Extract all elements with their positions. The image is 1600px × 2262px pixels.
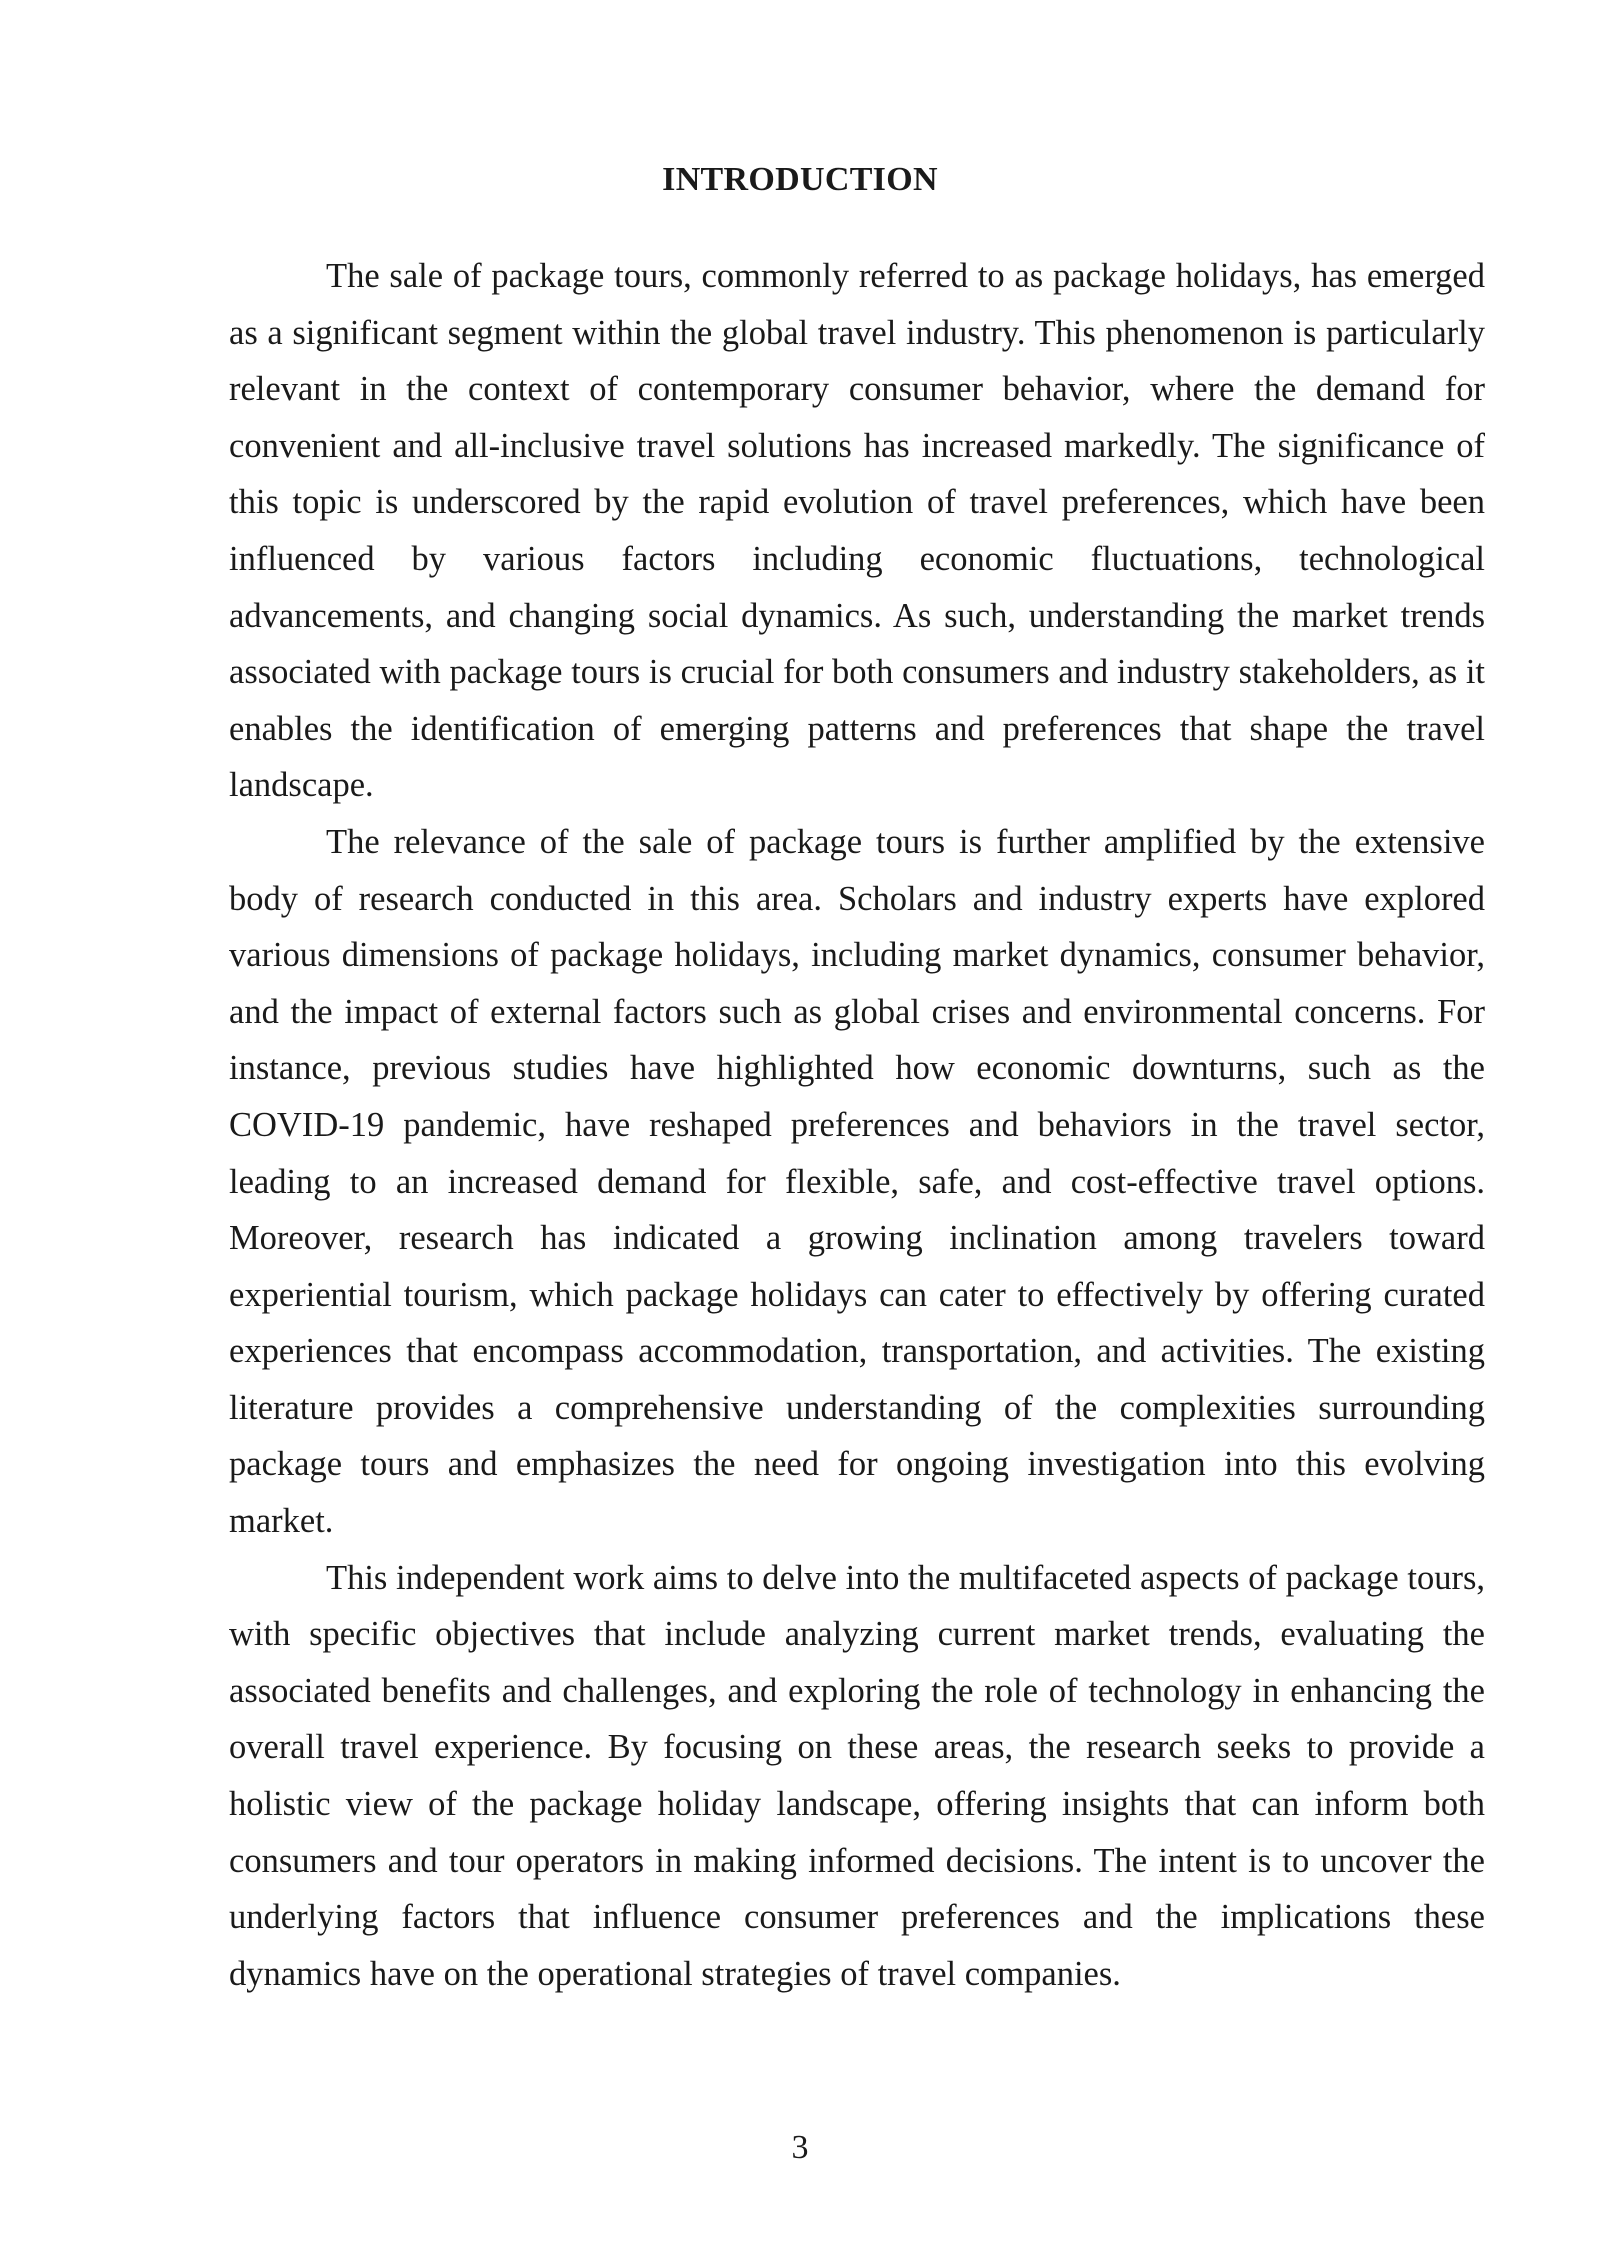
paragraph-1: The sale of package tours, commonly referred to as package holidays, has emerged as a significant segment within the global travel industry. This phenomenon is particularly relevant in the context of contemporary consumer behavior, where the demand for convenient and all-inclusive travel solutions has increased markedly. The significance of this topic is underscored by the rapid evolution of travel preferences, which have been influenced by various factors including economic fluctuations, technological advancements, and changing social dynamics. As such, understanding the market trends associated with package tours is crucial for both consumers and industry stakeholders, as it enables the identification of emerging patterns and preferences that shape the travel landscape. bbox=[229, 257, 1485, 805]
paragraph-3: This independent work aims to delve into the multifaceted aspects of package tours, with specific objectives that include analyzing current market trends, evaluating the associated benefits and challenges, and exploring the role of technology in enhancing the overall travel experience. By focusing on these areas, the research seeks to provide a holistic view of the package holiday landscape, offering insights that can inform both consumers and tour operators in making informed decisions. The intent is to uncover the underlying factors that influence consumer preferences and the implications these dynamics have on the operational strategies of travel companies. bbox=[229, 1558, 1485, 1993]
section-heading: INTRODUCTION bbox=[662, 161, 938, 198]
body-text bbox=[229, 248, 1485, 2002]
paragraph-2: The relevance of the sale of package tours is further amplified by the extensive body of research conducted in this area. Scholars and industry experts have explored various dimensions of package holidays, including market dynamics, consumer behavior, and the impact of external factors such as global crises and environmental concerns. For instance, previous studies have highlighted how economic downturns, such as the COVID-19 pandemic, have reshaped preferences and behaviors in the travel sector, leading to an increased demand for flexible, safe, and cost-effective travel options. Moreover, research has indicated a growing inclination among travelers toward experiential tourism, which package holidays can cater to effectively by offering curated experiences that encompass accommodation, transportation, and activities. The existing literature provides a comprehensive understanding of the complexities surrounding package tours and emphasizes the need for ongoing investigation into this evolving market. bbox=[229, 822, 1485, 1541]
page-number: 3 bbox=[791, 2129, 809, 2166]
